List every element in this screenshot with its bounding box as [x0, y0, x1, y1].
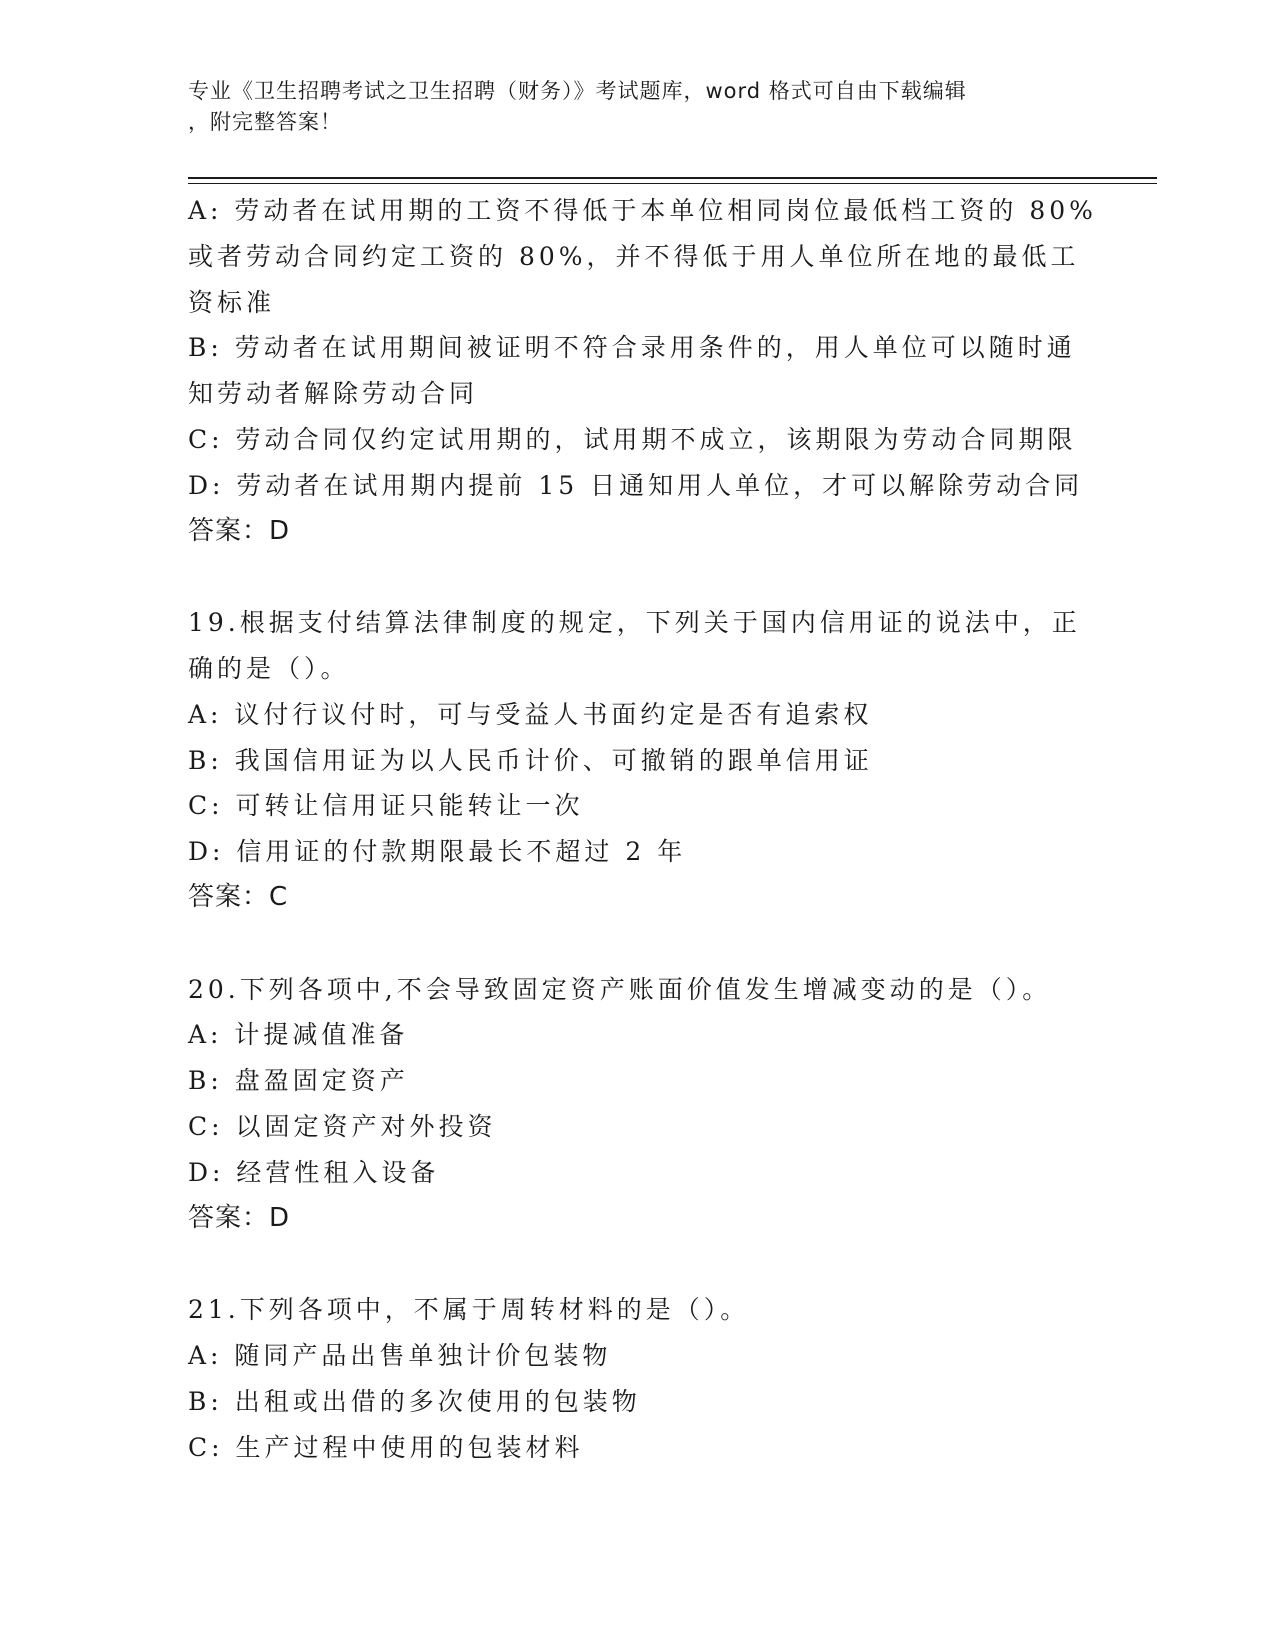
spacer	[188, 1241, 1088, 1287]
option-c: C: 劳动合同仅约定试用期的，试用期不成立，该期限为劳动合同期限	[188, 424, 1077, 454]
question-content	[188, 188, 1097, 1470]
option-d: D: 劳动者在试用期内提前 15 日通知用人单位，才可以解除劳动合同	[188, 470, 1084, 500]
option-a: A: 议付行议付时，可与受益人书面约定是否有追索权	[188, 699, 873, 729]
question-stem: 21.下列各项中，不属于周转材料的是（）。	[188, 1295, 750, 1325]
option-c: C: 生产过程中使用的包装材料	[188, 1432, 584, 1462]
option-d: D: 信用证的付款期限最长不超过 2 年	[188, 837, 687, 867]
answer-label: 答案：D	[188, 515, 291, 546]
answer-label: 答案：D	[188, 1202, 291, 1233]
option-a: A: 随同产品出售单独计价包装物	[188, 1340, 612, 1370]
spacer	[188, 554, 1088, 600]
document-header	[188, 76, 1088, 138]
option-b: B: 我国信用证为以人民币计价、可撤销的跟单信用证	[188, 745, 873, 775]
header-divider-thin	[188, 183, 1157, 184]
answer-label: 答案：C	[188, 881, 289, 912]
option-b-line2: 知劳动者解除劳动合同	[188, 379, 479, 409]
option-a-line2: 或者劳动合同约定工资的 80%，并不得低于用人单位所在地的最低工	[188, 241, 1080, 271]
question-stem-line2: 确的是（）。	[188, 653, 350, 683]
question-19	[188, 600, 1088, 921]
option-a-line1: A: 劳动者在试用期的工资不得低于本单位相同岗位最低档工资的 80%	[188, 196, 1097, 225]
question-stem-line1: 19.根据支付结算法律制度的规定，下列关于国内信用证的说法中，正	[188, 608, 1081, 638]
question-18	[188, 188, 1097, 554]
option-a-line3: 资标准	[188, 287, 276, 317]
option-b-line1: B: 劳动者在试用期间被证明不符合录用条件的，用人单位可以随时通	[188, 333, 1076, 363]
header-title-line1: 专业《卫生招聘考试之卫生招聘（财务）》考试题库，word 格式可自由下载编辑	[188, 79, 967, 103]
option-a: A: 计提减值准备	[188, 1020, 409, 1050]
question-21	[188, 1287, 1088, 1470]
question-stem: 20.下列各项中,不会导致固定资产账面价值发生增减变动的是（）。	[188, 974, 1052, 1004]
option-c: C: 以固定资产对外投资	[188, 1111, 497, 1141]
question-20	[188, 967, 1088, 1242]
option-b: B: 出租或出借的多次使用的包装物	[188, 1386, 641, 1416]
header-divider-thick	[188, 177, 1157, 179]
option-b: B: 盘盈固定资产	[188, 1066, 409, 1096]
spacer	[188, 921, 1088, 967]
option-c: C: 可转让信用证只能转让一次	[188, 791, 584, 821]
option-d: D: 经营性租入设备	[188, 1157, 440, 1187]
header-title-line2: ，附完整答案！	[188, 110, 342, 134]
